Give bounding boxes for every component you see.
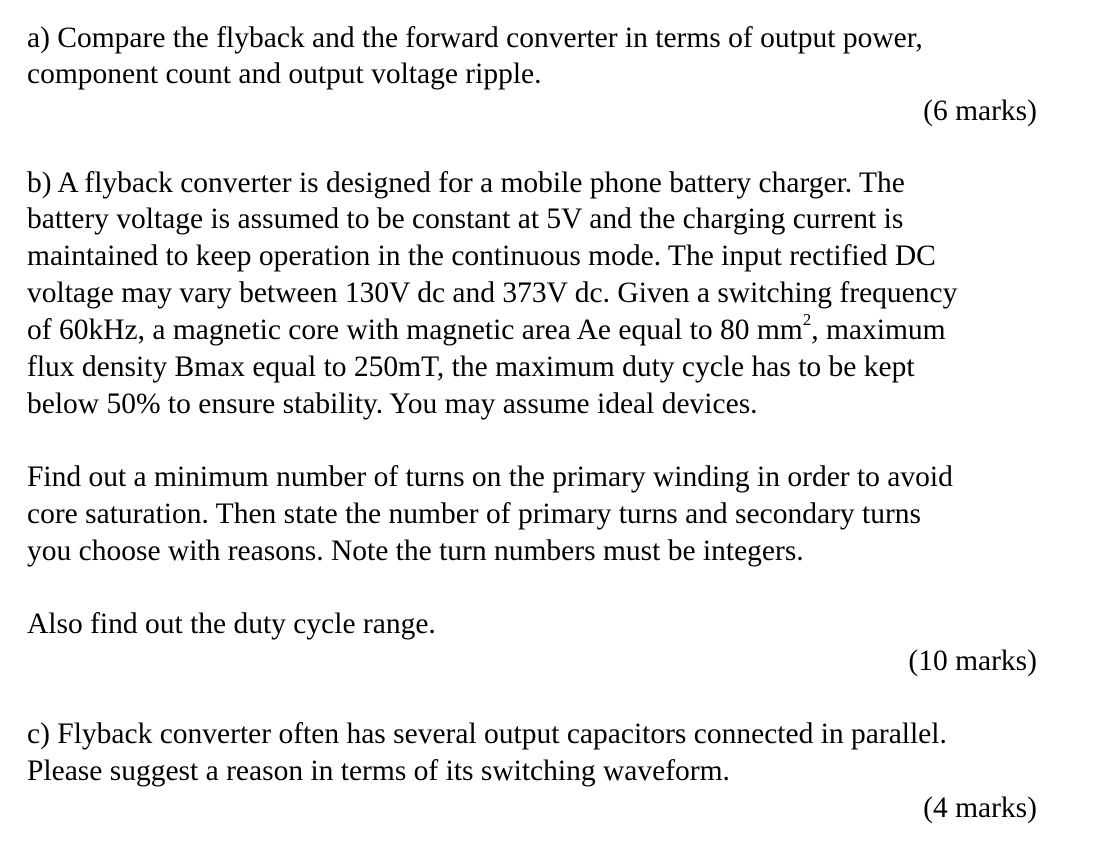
part-b-line-4: voltage may vary between 130V dc and 373V dc. Given a switching frequency [27, 277, 958, 309]
part-b-line-7: below 50% to ensure stability. You may assume ideal devices. [27, 388, 758, 420]
part-b-para2-line-3: you choose with reasons. Note the turn numbers must be integers. [27, 535, 804, 567]
part-a-marks: (6 marks) [923, 95, 1037, 127]
part-b-line-3: maintained to keep operation in the continuous mode. The input rectified DC [27, 240, 936, 272]
part-c-line-1: c) Flyback converter often has several output capacitors connected in parallel. [27, 718, 947, 750]
part-b-line-2: battery voltage is assumed to be constant at 5V and the charging current is [27, 203, 904, 235]
part-b-para2-line-2: core saturation. Then state the number of primary turns and secondary turns [27, 498, 922, 530]
part-c-marks: (4 marks) [923, 792, 1037, 824]
part-b-para2-line-1: Find out a minimum number of turns on the primary winding in order to avoid [27, 461, 953, 493]
part-b-line-5-tail: , maximum [811, 314, 946, 346]
part-a-line-1: a) Compare the flyback and the forward converter in terms of output power, [27, 22, 923, 54]
part-b-marks: (10 marks) [908, 645, 1037, 677]
part-b-line-1: b) A flyback converter is designed for a mobile phone battery charger. The [27, 167, 905, 199]
superscript-squared: 2 [802, 310, 812, 330]
part-b-para3-line-1: Also find out the duty cycle range. [27, 608, 436, 640]
part-b-line-6: flux density Bmax equal to 250mT, the maximum duty cycle has to be kept [27, 351, 915, 383]
part-b-line-5 [27, 312, 946, 348]
part-b-line-5-text: of 60kHz, a magnetic core with magnetic area Ae equal to 80 mm [27, 314, 803, 346]
part-a-line-2: component count and output voltage ripple. [27, 58, 542, 90]
part-c-line-2: Please suggest a reason in terms of its switching waveform. [27, 755, 730, 787]
